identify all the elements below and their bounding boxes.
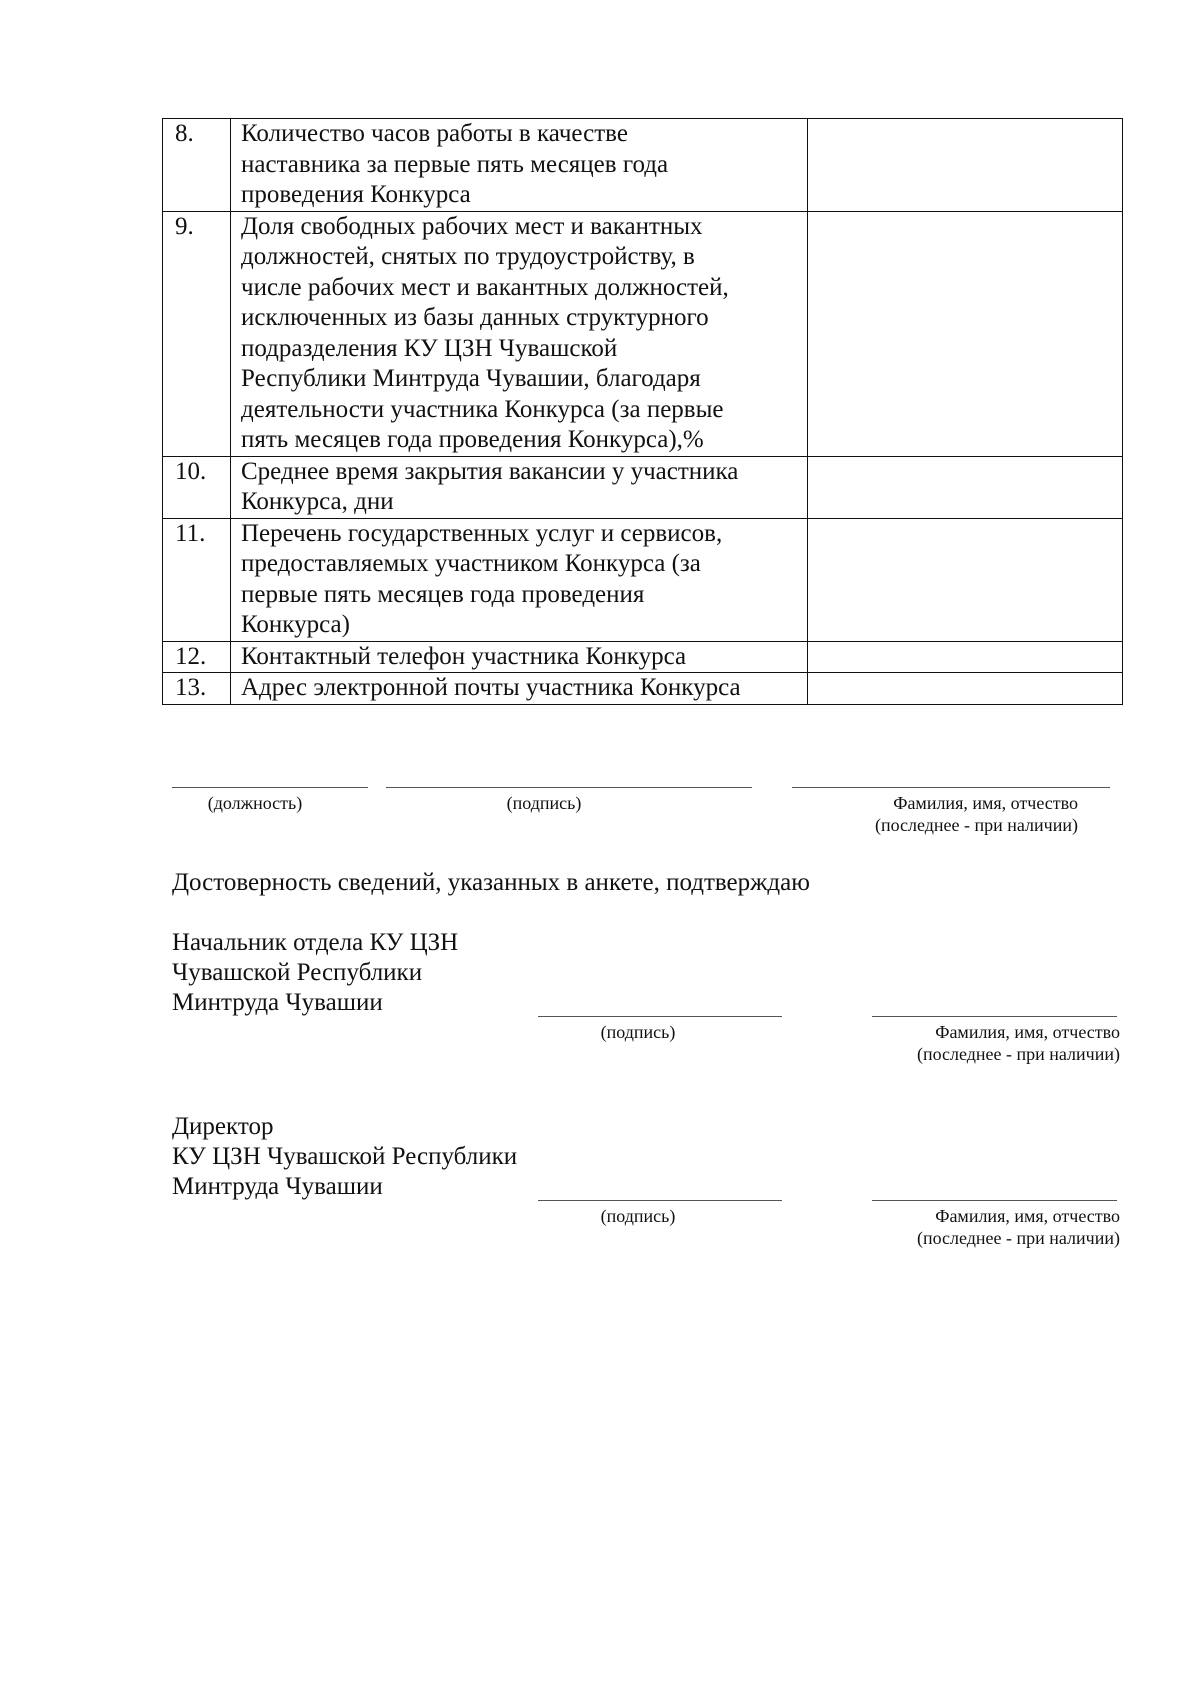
director-title-line: КУ ЦЗН Чувашской Республики xyxy=(172,1143,518,1170)
row-line: числе рабочих мест и вакантных должностей, xyxy=(241,273,729,301)
row-description xyxy=(231,119,808,212)
row-line: Конкурса) xyxy=(241,611,350,638)
head-title-line: Чувашской Республики xyxy=(172,959,423,986)
row-description xyxy=(231,673,808,705)
row-number: 9. xyxy=(163,211,231,456)
name-caption: Фамилия, имя, отчество xyxy=(893,793,1078,813)
name-caption-note: (последнее - при наличии) xyxy=(916,1044,1120,1064)
director-title-line: Минтруда Чувашии xyxy=(172,1173,383,1200)
position-line[interactable] xyxy=(172,787,368,788)
name-line[interactable] xyxy=(792,787,1110,788)
table-row xyxy=(163,518,1123,641)
signature-caption: (подпись) xyxy=(600,1022,676,1042)
row-number: 10. xyxy=(163,456,231,518)
row-line: наставника за первые пять месяцев года xyxy=(241,150,669,178)
row-line: Адрес электронной почты участника Конкурса xyxy=(241,674,741,701)
row-line: первые пять месяцев года проведения xyxy=(241,580,645,608)
row-line: проведения Конкурса xyxy=(241,181,471,208)
row-line: пять месяцев года проведения Конкурса),% xyxy=(241,426,704,453)
head-title-line: Начальник отдела КУ ЦЗН xyxy=(172,929,459,956)
head-title-line: Минтруда Чувашии xyxy=(172,989,383,1016)
name-caption: Фамилия, имя, отчество xyxy=(935,1022,1120,1042)
row-value-cell[interactable] xyxy=(808,641,1123,673)
name-line[interactable] xyxy=(872,1016,1117,1017)
signature-caption: (подпись) xyxy=(600,1206,676,1226)
row-line: Республики Минтруда Чувашии, благодаря xyxy=(241,365,701,392)
row-line: деятельности участника Конкурса (за первые xyxy=(241,395,724,423)
row-number: 13. xyxy=(163,673,231,705)
row-line: предоставляемых участником Конкурса (за xyxy=(241,550,701,577)
signature-line[interactable] xyxy=(538,1200,782,1201)
name-caption: Фамилия, имя, отчество xyxy=(935,1206,1120,1226)
position-caption: (должность) xyxy=(207,793,303,813)
table-row xyxy=(163,456,1123,518)
row-value-cell[interactable] xyxy=(808,518,1123,641)
row-value-cell[interactable] xyxy=(808,456,1123,518)
table-row xyxy=(163,119,1123,212)
row-value-cell[interactable] xyxy=(808,211,1123,456)
row-description xyxy=(231,211,808,456)
signature-line[interactable] xyxy=(538,1016,782,1017)
name-caption-note: (последнее - при наличии) xyxy=(916,1228,1120,1248)
row-line: Конкурса, дни xyxy=(241,488,394,515)
row-value-cell[interactable] xyxy=(808,673,1123,705)
row-number: 12. xyxy=(163,641,231,673)
row-description xyxy=(231,518,808,641)
row-description xyxy=(231,641,808,673)
director-title-line: Директор xyxy=(172,1113,274,1140)
row-line: Перечень государственных услуг и сервисов, xyxy=(241,519,723,547)
row-line: Контактный телефон участника Конкурса xyxy=(241,642,687,670)
row-line: Количество часов работы в качестве xyxy=(241,120,628,147)
signature-line[interactable] xyxy=(386,787,752,788)
row-number: 8. xyxy=(163,119,231,212)
table-row xyxy=(163,673,1123,705)
row-number: 11. xyxy=(163,518,231,641)
name-line[interactable] xyxy=(872,1200,1117,1201)
row-description xyxy=(231,456,808,518)
name-caption-note: (последнее - при наличии) xyxy=(874,815,1078,835)
confirmation-text: Достоверность сведений, указанных в анкете, подтверждаю xyxy=(172,869,810,896)
row-line: исключенных из базы данных структурного xyxy=(241,304,709,331)
questionnaire-table xyxy=(162,118,1123,705)
table-row xyxy=(163,641,1123,673)
row-line: Доля свободных рабочих мест и вакантных xyxy=(241,212,703,240)
row-value-cell[interactable] xyxy=(808,119,1123,212)
row-line: Среднее время закрытия вакансии у участника xyxy=(241,457,739,485)
row-line: подразделения КУ ЦЗН Чувашской xyxy=(241,334,618,362)
signature-caption: (подпись) xyxy=(506,793,582,813)
row-line: должностей, снятых по трудоустройству, в xyxy=(241,243,695,270)
table-row xyxy=(163,211,1123,456)
